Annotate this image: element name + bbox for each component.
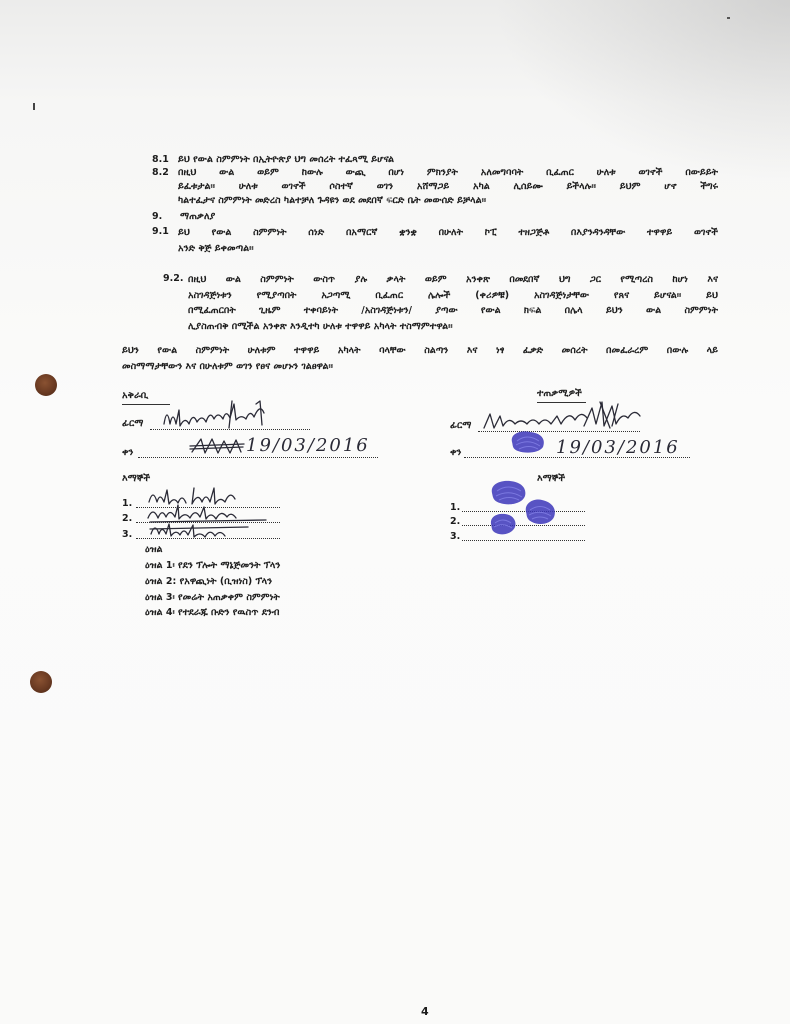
clause-line: ሊያስጠብቅ በሚችል አንቀጽ እንዲተካ ሁለቱ ተዋዋይ አካላት ተስማምተዋል፡፡ xyxy=(188,320,453,332)
right-party-heading: ተጠቃሚዎች xyxy=(537,387,586,403)
clause-line: ይፈቱታል፡፡ ሁለቱ ወገኖች ሶስተኛ ወገን አሸማጋይ አካል ሊሰይሙ ይችላሉ፡፡ ይህም ሆኖ ችግሩ xyxy=(178,181,718,192)
witness-fingerprint-2 xyxy=(522,497,558,527)
clause-line: ይህ የውል ስምምነት ሰነድ በአማርኛ ቋንቋ በሁለት ኮፒ ተዘጋጅቶ በእያንዳንዳቸው ተዋዋይ ወገኖች xyxy=(178,227,718,238)
right-witness-line xyxy=(462,540,585,541)
right-witnesses-heading: እማኞች xyxy=(537,473,566,484)
clause-line: በሚፈጠርበት ጊዜም ተቀባይነት /አስገዳጅነቱን/ ያጣው የውል ክፍል በሌላ ይህን ውል ስምምነት xyxy=(188,305,718,316)
closing-paragraph xyxy=(122,343,718,375)
annex-item: ዕዝል 2: የአዋጪነት (ቢዝነስ) ፕላን xyxy=(145,576,273,587)
right-date-value: 19/03/2016 xyxy=(556,437,680,458)
clause-number: 9.1 xyxy=(152,226,169,237)
left-date-value: 19/03/2016 xyxy=(246,435,370,456)
clause-line: በዚህ ውል ስምምነት ውስጥ ያሉ ቃላት ወይም አንቀጽ በመደበኛ ህግ ጋር የሚጣረስ ከሆነ እና xyxy=(188,274,718,285)
annex-heading: ዕዝል xyxy=(145,544,163,555)
clause-line: ይህ የውል ስምምነት በኢትዮጵያ ህግ መሰረት ተፈጻሚ ይሆናል xyxy=(178,154,395,165)
closing-line: ይህን የውል ስምምነት ሁለቱም ተዋዋይ አካላት ባላቸው ስልጣን እና ነፃ ፈቃድ መሰረት በመፈራረም በውሉ ላይ xyxy=(122,345,718,356)
left-date-label: ቀን xyxy=(122,447,134,458)
clause-line: በዚህ ውል ወይም ከውሉ ውጪ በሆነ ምክንያት አለመግባባት ቢፈጠር ሁለቱ ወገኖች በውይይት xyxy=(178,167,718,178)
clause-number: 9.2. xyxy=(163,273,184,284)
clause-text xyxy=(188,272,718,334)
clause-line: አስገዳጅነቱን የሚያጣበት አጋጣሚ ቢፈጠር ሌሎች (ቀሪዎቹ) አስገዳጅነታቸው የጸና ይሆናል፡፡ ይህ xyxy=(188,289,718,301)
right-witness-number: 3. xyxy=(450,531,461,542)
witness-signature-3 xyxy=(148,518,268,538)
right-date-label: ቀን xyxy=(450,447,462,458)
struck-out-handwriting xyxy=(188,434,248,458)
clause-line: አንድ ቅጅ ይቀመጣል፡፡ xyxy=(178,243,254,254)
annex-item: ዕዝል 1፡ የደን ፕሎት ማኔጅመንት ፕላን xyxy=(145,560,281,571)
annex-item: ዕዝል 3፡ የመሬት አጠቃቀም ስምምነት xyxy=(145,592,280,603)
section-heading xyxy=(180,210,215,224)
right-witness-number: 2. xyxy=(450,516,461,527)
clause-line: ካልተፈታና ስምምነት መድረስ ካልተቻለ ጉዳዩን ወደ መደበኛ ፍርድ ቤት መውሰድ ይቻላል፡፡ xyxy=(178,195,487,206)
right-witness-number: 1. xyxy=(450,502,461,513)
annex-item: ዕዝል 4፡ የተደራጁ ቡድን የዉስጥ ደንብ xyxy=(145,607,280,618)
punch-hole xyxy=(35,374,57,396)
closing-line: መስማማታቸውን እና በሁለቱም ወገን የፀና መሆኑን ገልፀዋል፡፡ xyxy=(122,361,333,372)
scan-speck xyxy=(33,103,35,110)
right-signature-label: ፊርማ xyxy=(450,420,472,431)
left-signature-label: ፊርማ xyxy=(122,418,144,429)
section-number: 9. xyxy=(152,211,163,222)
clause-number: 8.2 xyxy=(152,167,169,178)
fingerprint xyxy=(508,429,548,455)
scan-speck xyxy=(727,17,730,19)
left-witness-line xyxy=(136,538,280,539)
left-witness-number: 1. xyxy=(122,498,133,509)
right-party-signature xyxy=(480,398,648,434)
clause-text xyxy=(178,166,718,208)
left-witness-number: 3. xyxy=(122,529,133,540)
left-party-signature xyxy=(160,398,300,432)
left-witness-number: 2. xyxy=(122,513,133,524)
clause-text xyxy=(178,153,718,167)
witness-fingerprint-3 xyxy=(488,512,518,537)
clause-text xyxy=(178,225,718,257)
left-date-line xyxy=(138,457,378,458)
clause-number: 8.1 xyxy=(152,154,169,165)
punch-hole xyxy=(30,671,52,693)
left-witnesses-heading: እማኞች xyxy=(122,473,151,484)
section-heading-text: ማጠቃለያ xyxy=(180,211,216,222)
page-number: 4 xyxy=(421,1005,429,1018)
left-party-heading: አቅራቢ xyxy=(122,389,170,405)
